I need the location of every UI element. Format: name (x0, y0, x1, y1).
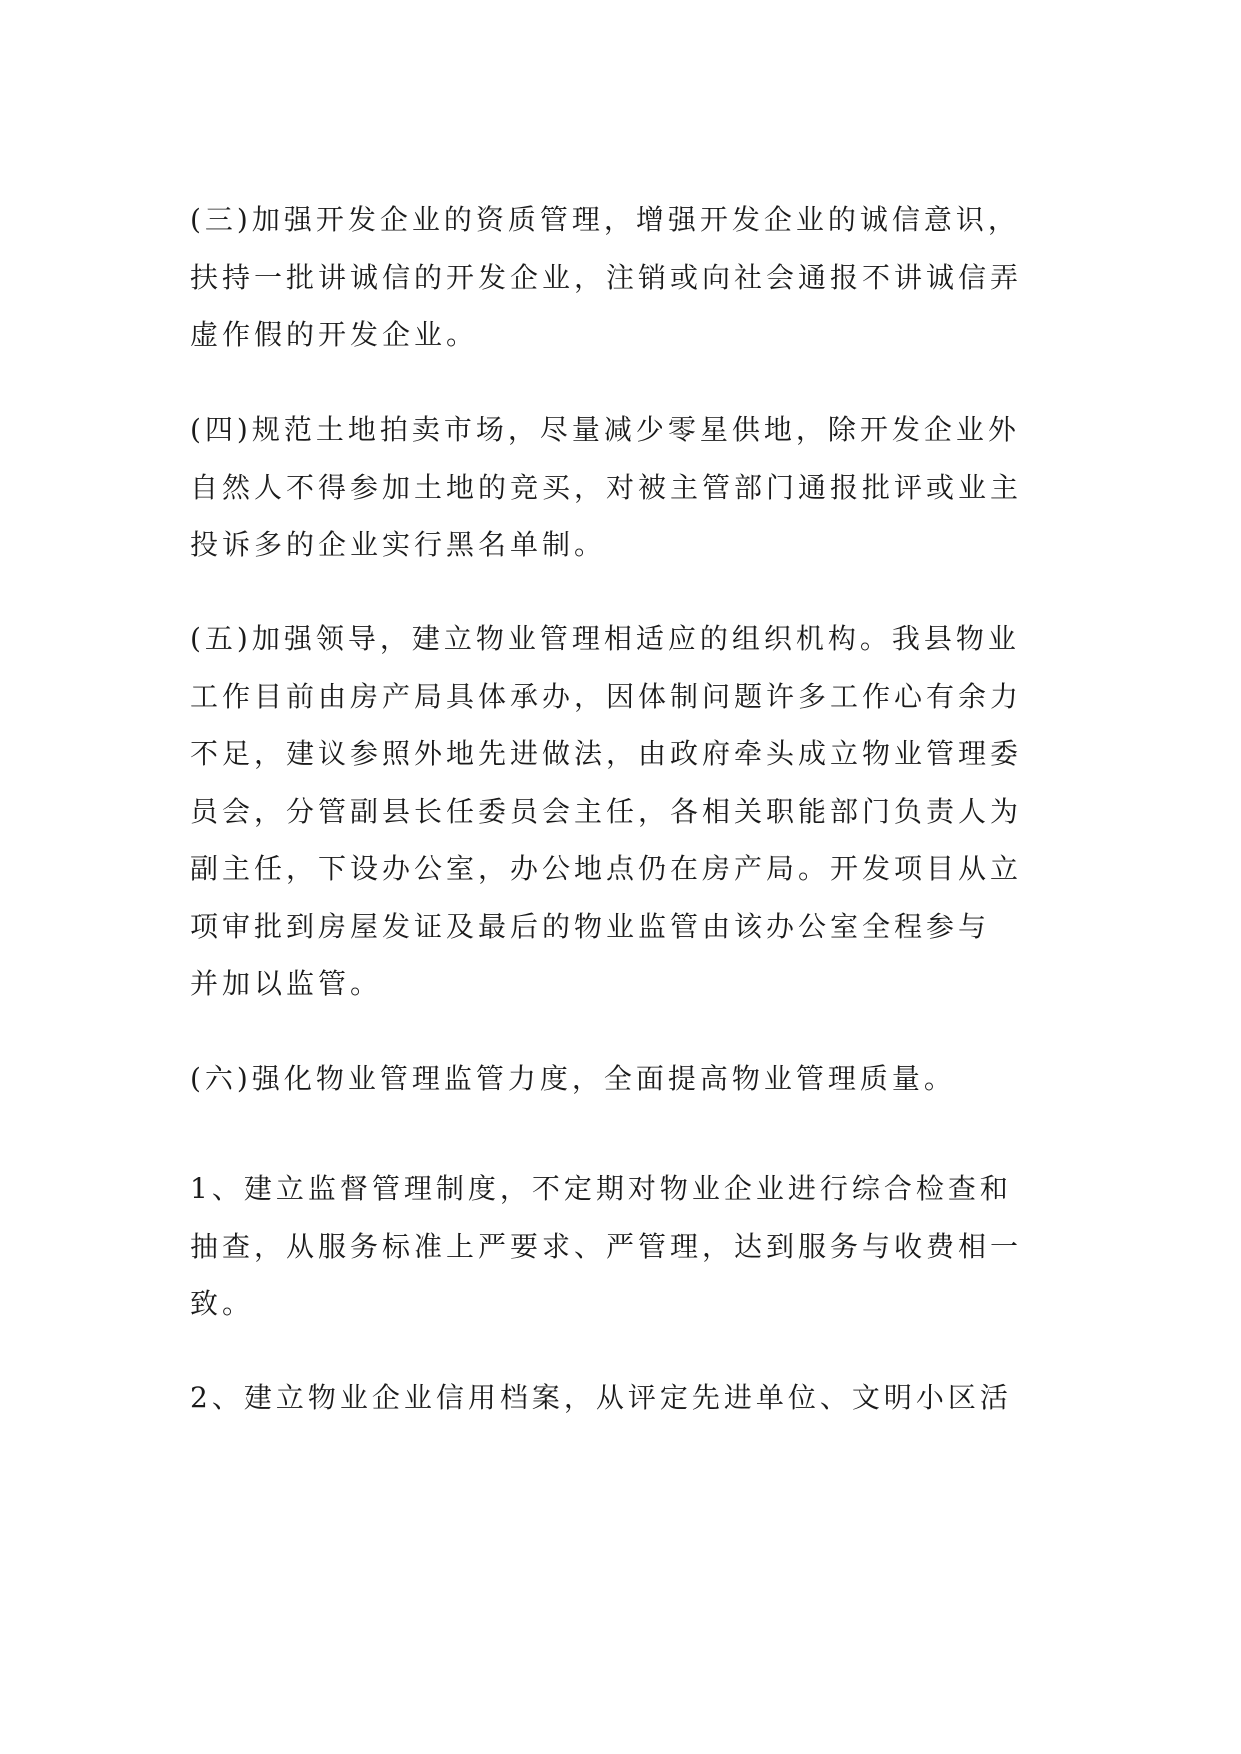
paragraph-6-supervision (190, 1050, 1060, 1108)
paragraph-item-2-credit-archive (190, 1369, 1060, 1427)
text-line: (六)强化物业管理监管力度，全面提高物业管理质量。 (190, 1062, 956, 1095)
text-line: 扶持一批讲诚信的开发企业，注销或向社会通报不讲诚信弄 (190, 260, 1023, 294)
paragraph-3-developer-qualification (190, 191, 1060, 364)
text-line: 1、建立监督管理制度，不定期对物业企业进行综合检查和 (190, 1172, 1012, 1205)
text-line: 副主任，下设办公室，办公地点仍在房产局。开发项目从立 (190, 852, 1023, 885)
text-line: 致。 (190, 1287, 255, 1320)
text-line: 虚作假的开发企业。 (190, 318, 479, 351)
text-line: (五)加强领导，建立物业管理相适应的组织机构。我县物业 (190, 622, 1020, 655)
text-line: 员会，分管副县长任委员会主任，各相关职能部门负责人为 (190, 794, 1023, 828)
text-line: 项审批到房屋发证及最后的物业监管由该办公室全程参与 (190, 909, 991, 943)
text-line: 不足，建议参照外地先进做法，由政府牵头成立物业管理委 (190, 737, 1023, 770)
text-line: 投诉多的企业实行黑名单制。 (190, 528, 607, 561)
text-line: 抽查，从服务标准上严要求、严管理，达到服务与收费相一 (190, 1229, 1023, 1263)
paragraph-item-1-supervision-system (190, 1160, 1060, 1333)
text-line: 并加以监管。 (190, 967, 383, 1000)
text-line: 自然人不得参加土地的竞买，对被主管部门通报批评或业主 (190, 470, 1023, 504)
paragraph-5-leadership-organization (190, 610, 1060, 1013)
text-line: (三)加强开发企业的资质管理，增强开发企业的诚信意识， (190, 203, 1020, 236)
text-line: 工作目前由房产局具体承办，因体制问题许多工作心有余力 (190, 679, 1023, 713)
paragraph-4-land-auction (190, 401, 1060, 574)
text-line: (四)规范土地拍卖市场，尽量减少零星供地，除开发企业外 (190, 413, 1020, 446)
text-line: 2、建立物业企业信用档案，从评定先进单位、文明小区活 (190, 1381, 1012, 1414)
